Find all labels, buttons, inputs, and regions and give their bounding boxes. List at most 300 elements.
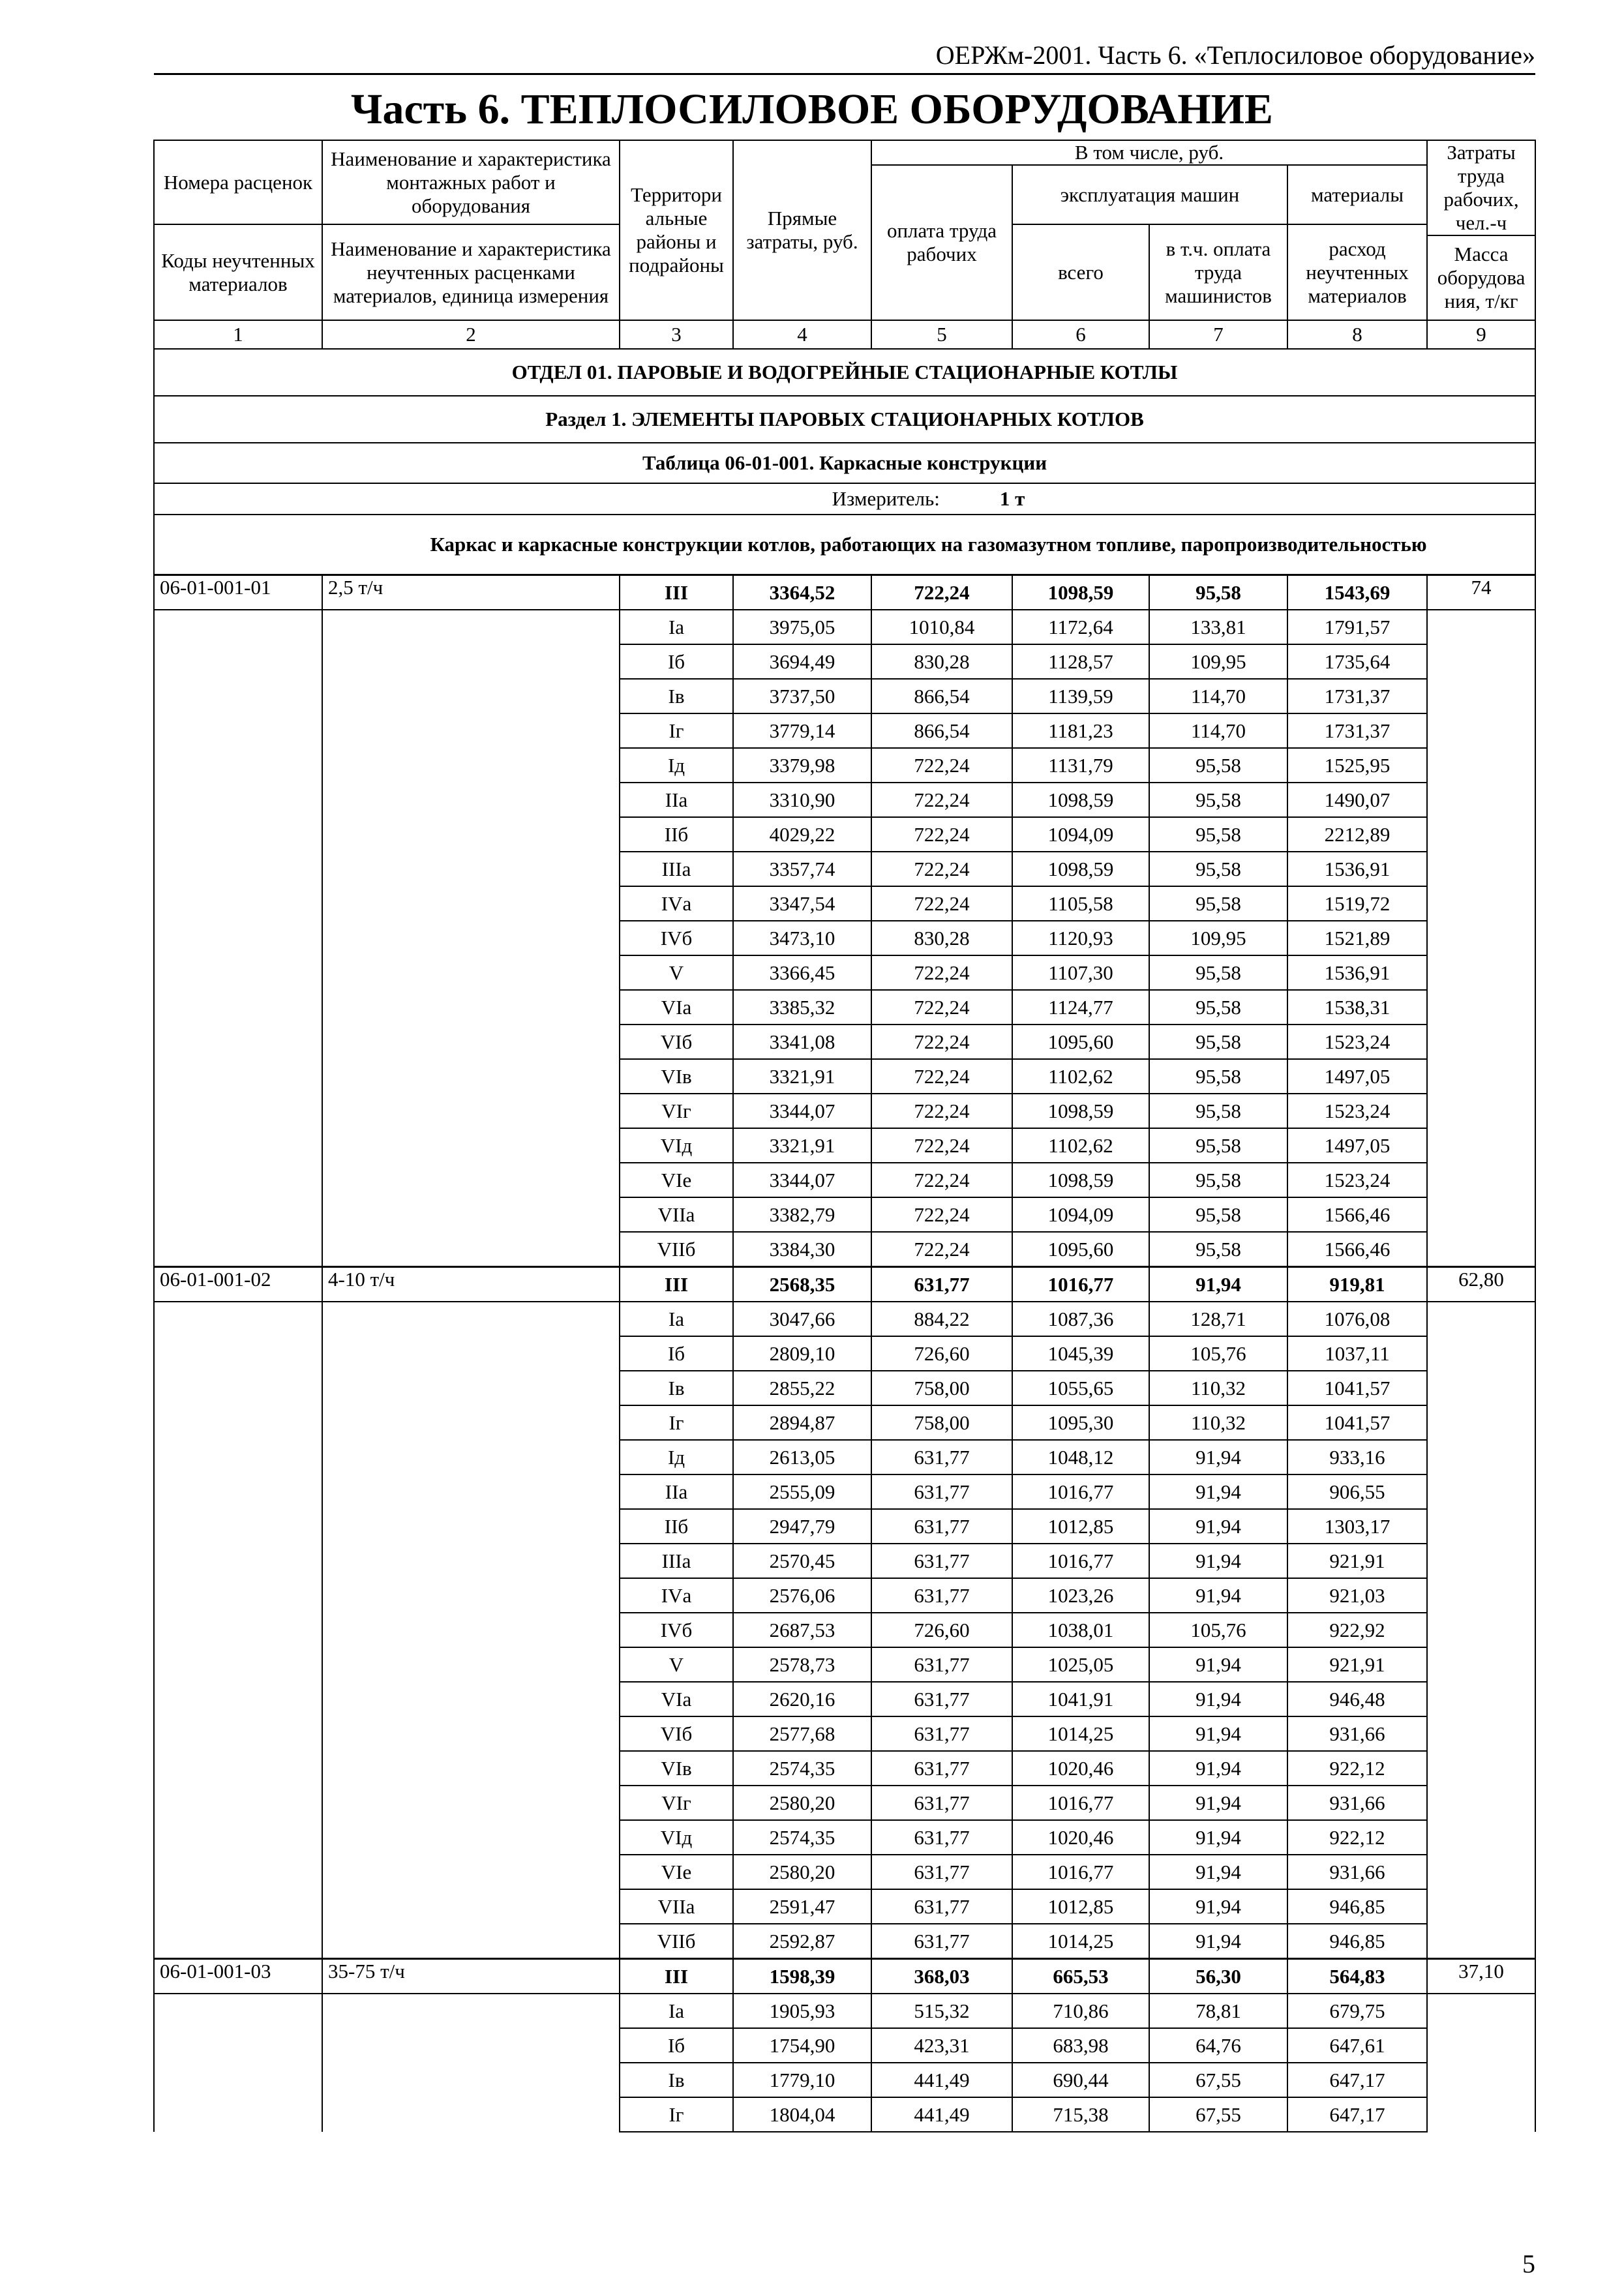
machines-total: 1105,58 bbox=[1012, 886, 1149, 921]
machinists-wage: 91,94 bbox=[1149, 1440, 1287, 1474]
labor-cost bbox=[1427, 1197, 1535, 1232]
rate-row-zone bbox=[154, 1647, 1535, 1682]
direct-costs: 3347,54 bbox=[733, 886, 871, 921]
territory-zone: VIг bbox=[620, 1094, 733, 1128]
header-mass: Масса оборудова ния, т/кг bbox=[1427, 235, 1535, 320]
worker-wage: 722,24 bbox=[871, 1197, 1012, 1232]
rate-name bbox=[322, 1336, 620, 1371]
rate-name: 4-10 т/ч bbox=[322, 1267, 620, 1302]
worker-wage: 631,77 bbox=[871, 1578, 1012, 1613]
materials-use: 1521,89 bbox=[1287, 921, 1427, 955]
table-description: Каркас и каркасные конструкции котлов, работающих на газомазутном топливе, паропроизводительностью bbox=[322, 515, 1535, 575]
labor-cost bbox=[1427, 1889, 1535, 1924]
labor-cost bbox=[1427, 817, 1535, 852]
part-title: Часть 6. ТЕПЛОСИЛОВОЕ ОБОРУДОВАНИЕ bbox=[351, 85, 1273, 133]
rate-name bbox=[322, 1820, 620, 1855]
rate-row-zone bbox=[154, 1128, 1535, 1163]
worker-wage: 1010,84 bbox=[871, 610, 1012, 644]
worker-wage: 368,03 bbox=[871, 1959, 1012, 1994]
table-title: Таблица 06-01-001. Каркасные конструкции bbox=[154, 443, 1535, 483]
direct-costs: 2809,10 bbox=[733, 1336, 871, 1371]
labor-cost bbox=[1427, 1751, 1535, 1786]
materials-use: 1041,57 bbox=[1287, 1371, 1427, 1405]
machinists-wage: 91,94 bbox=[1149, 1544, 1287, 1578]
labor-cost bbox=[1427, 1059, 1535, 1094]
territory-zone: IVа bbox=[620, 1578, 733, 1613]
machinists-wage: 95,58 bbox=[1149, 990, 1287, 1025]
machines-total: 1048,12 bbox=[1012, 1440, 1149, 1474]
materials-use: 946,85 bbox=[1287, 1924, 1427, 1959]
worker-wage: 722,24 bbox=[871, 575, 1012, 610]
machinists-wage: 109,95 bbox=[1149, 921, 1287, 955]
direct-costs: 1905,93 bbox=[733, 1994, 871, 2028]
rate-row-zone bbox=[154, 1474, 1535, 1509]
direct-costs: 2576,06 bbox=[733, 1578, 871, 1613]
machinists-wage: 95,58 bbox=[1149, 886, 1287, 921]
machines-total: 1012,85 bbox=[1012, 1509, 1149, 1544]
machines-total: 1098,59 bbox=[1012, 852, 1149, 886]
direct-costs: 1804,04 bbox=[733, 2097, 871, 2132]
direct-costs: 1779,10 bbox=[733, 2063, 871, 2097]
labor-cost bbox=[1427, 1786, 1535, 1820]
direct-costs: 3384,30 bbox=[733, 1232, 871, 1267]
machines-total: 1128,57 bbox=[1012, 644, 1149, 679]
machinists-wage: 67,55 bbox=[1149, 2097, 1287, 2132]
territory-zone: VIг bbox=[620, 1786, 733, 1820]
materials-use: 1519,72 bbox=[1287, 886, 1427, 921]
machinists-wage: 95,58 bbox=[1149, 852, 1287, 886]
direct-costs: 2947,79 bbox=[733, 1509, 871, 1544]
labor-cost bbox=[1427, 1647, 1535, 1682]
materials-use: 1791,57 bbox=[1287, 610, 1427, 644]
direct-costs: 4029,22 bbox=[733, 817, 871, 852]
rate-code bbox=[154, 783, 322, 817]
direct-costs: 3975,05 bbox=[733, 610, 871, 644]
machines-total: 710,86 bbox=[1012, 1994, 1149, 2028]
materials-use: 1523,24 bbox=[1287, 1094, 1427, 1128]
rate-name bbox=[322, 1197, 620, 1232]
rate-name bbox=[322, 1613, 620, 1647]
territory-zone: Iг bbox=[620, 713, 733, 748]
worker-wage: 631,77 bbox=[871, 1647, 1012, 1682]
column-number: 6 bbox=[1012, 320, 1149, 349]
territory-zone: VIб bbox=[620, 1716, 733, 1751]
machinists-wage: 114,70 bbox=[1149, 713, 1287, 748]
materials-use: 1523,24 bbox=[1287, 1163, 1427, 1197]
rate-name bbox=[322, 990, 620, 1025]
rate-code bbox=[154, 1682, 322, 1716]
direct-costs: 1754,90 bbox=[733, 2028, 871, 2063]
rate-row-zone bbox=[154, 1509, 1535, 1544]
header-machinists-wage: в т.ч. оплата труда машинистов bbox=[1149, 224, 1287, 320]
machinists-wage: 95,58 bbox=[1149, 748, 1287, 783]
machinists-wage: 91,94 bbox=[1149, 1889, 1287, 1924]
rate-row-zone bbox=[154, 886, 1535, 921]
rate-row-zone bbox=[154, 817, 1535, 852]
rate-code bbox=[154, 1786, 322, 1820]
worker-wage: 631,77 bbox=[871, 1440, 1012, 1474]
materials-use: 906,55 bbox=[1287, 1474, 1427, 1509]
column-number: 4 bbox=[733, 320, 871, 349]
materials-use: 921,91 bbox=[1287, 1647, 1427, 1682]
machinists-wage: 91,94 bbox=[1149, 1924, 1287, 1959]
worker-wage: 722,24 bbox=[871, 990, 1012, 1025]
rate-code bbox=[154, 679, 322, 713]
materials-use: 1735,64 bbox=[1287, 644, 1427, 679]
materials-use: 1543,69 bbox=[1287, 575, 1427, 610]
machines-total: 1014,25 bbox=[1012, 1716, 1149, 1751]
territory-zone: Iа bbox=[620, 1302, 733, 1336]
labor-cost bbox=[1427, 921, 1535, 955]
direct-costs: 3737,50 bbox=[733, 679, 871, 713]
worker-wage: 722,24 bbox=[871, 1128, 1012, 1163]
rate-name bbox=[322, 886, 620, 921]
territory-zone: VIа bbox=[620, 990, 733, 1025]
rate-row-zone bbox=[154, 1302, 1535, 1336]
worker-wage: 722,24 bbox=[871, 1094, 1012, 1128]
materials-use: 1731,37 bbox=[1287, 713, 1427, 748]
territory-zone: VIд bbox=[620, 1820, 733, 1855]
materials-use: 919,81 bbox=[1287, 1267, 1427, 1302]
rate-name bbox=[322, 1474, 620, 1509]
rate-row-zone bbox=[154, 2097, 1535, 2132]
labor-cost bbox=[1427, 1994, 1535, 2028]
worker-wage: 631,77 bbox=[871, 1267, 1012, 1302]
header-materials: материалы bbox=[1287, 165, 1427, 224]
machinists-wage: 105,76 bbox=[1149, 1613, 1287, 1647]
territory-zone: VIд bbox=[620, 1128, 733, 1163]
machines-total: 1016,77 bbox=[1012, 1474, 1149, 1509]
materials-use: 564,83 bbox=[1287, 1959, 1427, 1994]
rate-name bbox=[322, 713, 620, 748]
rate-code: 06-01-001-02 bbox=[154, 1267, 322, 1302]
rate-row-zone bbox=[154, 713, 1535, 748]
labor-cost bbox=[1427, 2097, 1535, 2132]
rates-table bbox=[153, 140, 1536, 2132]
worker-wage: 722,24 bbox=[871, 1232, 1012, 1267]
territory-zone: VIв bbox=[620, 1059, 733, 1094]
direct-costs: 3321,91 bbox=[733, 1128, 871, 1163]
worker-wage: 423,31 bbox=[871, 2028, 1012, 2063]
rate-code bbox=[154, 2028, 322, 2063]
column-number: 8 bbox=[1287, 320, 1427, 349]
labor-cost bbox=[1427, 852, 1535, 886]
rate-name bbox=[322, 2097, 620, 2132]
rate-name bbox=[322, 783, 620, 817]
materials-use: 931,66 bbox=[1287, 1786, 1427, 1820]
materials-use: 931,66 bbox=[1287, 1716, 1427, 1751]
machines-total: 690,44 bbox=[1012, 2063, 1149, 2097]
rate-name bbox=[322, 1855, 620, 1889]
rate-name bbox=[322, 1094, 620, 1128]
department-heading: ОТДЕЛ 01. ПАРОВЫЕ И ВОДОГРЕЙНЫЕ СТАЦИОНАРНЫЕ КОТЛЫ bbox=[154, 349, 1535, 396]
rate-row-zone bbox=[154, 1059, 1535, 1094]
machinists-wage: 91,94 bbox=[1149, 1716, 1287, 1751]
labor-cost bbox=[1427, 1302, 1535, 1336]
materials-use: 922,12 bbox=[1287, 1751, 1427, 1786]
rate-row-main bbox=[154, 1959, 1535, 1994]
rate-name bbox=[322, 644, 620, 679]
header-wage: оплата труда рабочих bbox=[871, 165, 1012, 320]
machinists-wage: 95,58 bbox=[1149, 1094, 1287, 1128]
worker-wage: 830,28 bbox=[871, 921, 1012, 955]
territory-zone: III bbox=[620, 1267, 733, 1302]
machinists-wage: 95,58 bbox=[1149, 575, 1287, 610]
column-number: 7 bbox=[1149, 320, 1287, 349]
territory-zone: VIIб bbox=[620, 1232, 733, 1267]
rate-name bbox=[322, 1232, 620, 1267]
direct-costs: 2570,45 bbox=[733, 1544, 871, 1578]
machines-total: 1087,36 bbox=[1012, 1302, 1149, 1336]
direct-costs: 3382,79 bbox=[733, 1197, 871, 1232]
rate-row-zone bbox=[154, 1094, 1535, 1128]
rate-code bbox=[154, 852, 322, 886]
direct-costs: 3344,07 bbox=[733, 1094, 871, 1128]
rate-row-zone bbox=[154, 1716, 1535, 1751]
rate-name bbox=[322, 1405, 620, 1440]
header-machines: эксплуатация машин bbox=[1012, 165, 1287, 224]
direct-costs: 3379,98 bbox=[733, 748, 871, 783]
rate-name bbox=[322, 1716, 620, 1751]
rate-name bbox=[322, 817, 620, 852]
machinists-wage: 56,30 bbox=[1149, 1959, 1287, 1994]
machinists-wage: 95,58 bbox=[1149, 1059, 1287, 1094]
rate-code bbox=[154, 1405, 322, 1440]
worker-wage: 722,24 bbox=[871, 783, 1012, 817]
worker-wage: 631,77 bbox=[871, 1682, 1012, 1716]
direct-costs: 3321,91 bbox=[733, 1059, 871, 1094]
territory-zone: IIIа bbox=[620, 852, 733, 886]
rate-name bbox=[322, 1786, 620, 1820]
machinists-wage: 105,76 bbox=[1149, 1336, 1287, 1371]
machinists-wage: 114,70 bbox=[1149, 679, 1287, 713]
direct-costs: 2578,73 bbox=[733, 1647, 871, 1682]
rate-row-zone bbox=[154, 1371, 1535, 1405]
rate-row-zone bbox=[154, 1163, 1535, 1197]
labor-cost bbox=[1427, 1924, 1535, 1959]
direct-costs: 2855,22 bbox=[733, 1371, 871, 1405]
rate-code bbox=[154, 1163, 322, 1197]
rate-row-zone bbox=[154, 2063, 1535, 2097]
machines-total: 1016,77 bbox=[1012, 1786, 1149, 1820]
materials-use: 2212,89 bbox=[1287, 817, 1427, 852]
territory-zone: VIе bbox=[620, 1163, 733, 1197]
territory-zone: IIа bbox=[620, 783, 733, 817]
machinists-wage: 110,32 bbox=[1149, 1405, 1287, 1440]
rate-name bbox=[322, 1371, 620, 1405]
description-spacer bbox=[154, 515, 322, 575]
labor-cost bbox=[1427, 1613, 1535, 1647]
rate-name bbox=[322, 1025, 620, 1059]
machines-total: 1098,59 bbox=[1012, 1094, 1149, 1128]
machinists-wage: 91,94 bbox=[1149, 1474, 1287, 1509]
rate-row-zone bbox=[154, 1682, 1535, 1716]
machinists-wage: 64,76 bbox=[1149, 2028, 1287, 2063]
rate-row-zone bbox=[154, 921, 1535, 955]
territory-zone: Iб bbox=[620, 2028, 733, 2063]
rate-row-zone bbox=[154, 1855, 1535, 1889]
rate-name bbox=[322, 1751, 620, 1786]
header-name-bottom: Наименование и характеристика неучтенных расценками материалов, единица измерения bbox=[322, 224, 620, 320]
labor-cost bbox=[1427, 1578, 1535, 1613]
machinists-wage: 91,94 bbox=[1149, 1682, 1287, 1716]
machinists-wage: 91,94 bbox=[1149, 1751, 1287, 1786]
territory-zone: IVб bbox=[620, 1613, 733, 1647]
territory-zone: Iг bbox=[620, 2097, 733, 2132]
direct-costs: 3694,49 bbox=[733, 644, 871, 679]
territory-zone: Iд bbox=[620, 1440, 733, 1474]
direct-costs: 3779,14 bbox=[733, 713, 871, 748]
header-machines-total: всего bbox=[1012, 224, 1149, 320]
worker-wage: 631,77 bbox=[871, 1820, 1012, 1855]
machinists-wage: 133,81 bbox=[1149, 610, 1287, 644]
rate-code bbox=[154, 1371, 322, 1405]
direct-costs: 1598,39 bbox=[733, 1959, 871, 1994]
territory-zone: IIб bbox=[620, 817, 733, 852]
header-code-top: Номера расценок bbox=[154, 140, 322, 224]
direct-costs: 2577,68 bbox=[733, 1716, 871, 1751]
labor-cost bbox=[1427, 1440, 1535, 1474]
worker-wage: 758,00 bbox=[871, 1371, 1012, 1405]
worker-wage: 884,22 bbox=[871, 1302, 1012, 1336]
machines-total: 1095,60 bbox=[1012, 1232, 1149, 1267]
measure-spacer bbox=[154, 483, 322, 515]
labor-cost bbox=[1427, 2028, 1535, 2063]
worker-wage: 631,77 bbox=[871, 1924, 1012, 1959]
worker-wage: 722,24 bbox=[871, 817, 1012, 852]
materials-use: 1536,91 bbox=[1287, 852, 1427, 886]
materials-use: 1497,05 bbox=[1287, 1059, 1427, 1094]
direct-costs: 2620,16 bbox=[733, 1682, 871, 1716]
materials-use: 647,17 bbox=[1287, 2063, 1427, 2097]
rate-row-zone bbox=[154, 1820, 1535, 1855]
rate-name bbox=[322, 1647, 620, 1682]
rate-code bbox=[154, 1544, 322, 1578]
machines-total: 1139,59 bbox=[1012, 679, 1149, 713]
labor-cost bbox=[1427, 1336, 1535, 1371]
machines-total: 1098,59 bbox=[1012, 1163, 1149, 1197]
direct-costs: 3473,10 bbox=[733, 921, 871, 955]
rate-name bbox=[322, 679, 620, 713]
machinists-wage: 110,32 bbox=[1149, 1371, 1287, 1405]
labor-cost bbox=[1427, 610, 1535, 644]
labor-cost bbox=[1427, 1025, 1535, 1059]
rate-name bbox=[322, 1163, 620, 1197]
direct-costs: 3341,08 bbox=[733, 1025, 871, 1059]
direct-costs: 3357,74 bbox=[733, 852, 871, 886]
materials-use: 921,03 bbox=[1287, 1578, 1427, 1613]
rate-name bbox=[322, 748, 620, 783]
machinists-wage: 91,94 bbox=[1149, 1509, 1287, 1544]
machines-total: 1102,62 bbox=[1012, 1059, 1149, 1094]
machines-total: 1016,77 bbox=[1012, 1267, 1149, 1302]
machines-total: 1172,64 bbox=[1012, 610, 1149, 644]
machinists-wage: 95,58 bbox=[1149, 1128, 1287, 1163]
worker-wage: 722,24 bbox=[871, 1025, 1012, 1059]
direct-costs: 2592,87 bbox=[733, 1924, 871, 1959]
territory-zone: Iд bbox=[620, 748, 733, 783]
worker-wage: 722,24 bbox=[871, 1163, 1012, 1197]
rate-name bbox=[322, 1128, 620, 1163]
direct-costs: 3344,07 bbox=[733, 1163, 871, 1197]
labor-cost bbox=[1427, 1509, 1535, 1544]
materials-use: 1536,91 bbox=[1287, 955, 1427, 990]
territory-zone: Iа bbox=[620, 1994, 733, 2028]
machines-total: 1094,09 bbox=[1012, 1197, 1149, 1232]
materials-use: 922,12 bbox=[1287, 1820, 1427, 1855]
rate-code bbox=[154, 955, 322, 990]
rate-code bbox=[154, 1855, 322, 1889]
machines-total: 1181,23 bbox=[1012, 713, 1149, 748]
rate-row-zone bbox=[154, 748, 1535, 783]
worker-wage: 722,24 bbox=[871, 852, 1012, 886]
direct-costs: 2574,35 bbox=[733, 1820, 871, 1855]
rate-code bbox=[154, 1647, 322, 1682]
labor-cost bbox=[1427, 1163, 1535, 1197]
direct-costs: 2568,35 bbox=[733, 1267, 871, 1302]
labor-cost bbox=[1427, 1094, 1535, 1128]
rate-code bbox=[154, 1302, 322, 1336]
rate-code bbox=[154, 1613, 322, 1647]
territory-zone: IIа bbox=[620, 1474, 733, 1509]
labor-cost bbox=[1427, 1371, 1535, 1405]
header-direct-costs: Прямые затраты, руб. bbox=[733, 140, 871, 320]
materials-use: 1525,95 bbox=[1287, 748, 1427, 783]
rate-row-zone bbox=[154, 1613, 1535, 1647]
machinists-wage: 128,71 bbox=[1149, 1302, 1287, 1336]
materials-use: 1076,08 bbox=[1287, 1302, 1427, 1336]
rate-code bbox=[154, 990, 322, 1025]
measure-label: Измеритель: bbox=[832, 487, 940, 510]
rate-row-zone bbox=[154, 610, 1535, 644]
machinists-wage: 95,58 bbox=[1149, 817, 1287, 852]
rate-row-main bbox=[154, 1267, 1535, 1302]
territory-zone: Iв bbox=[620, 2063, 733, 2097]
worker-wage: 631,77 bbox=[871, 1716, 1012, 1751]
labor-cost bbox=[1427, 1855, 1535, 1889]
worker-wage: 758,00 bbox=[871, 1405, 1012, 1440]
measure-unit bbox=[322, 483, 1535, 515]
rate-code bbox=[154, 610, 322, 644]
column-number: 3 bbox=[620, 320, 733, 349]
labor-cost bbox=[1427, 679, 1535, 713]
machines-total: 1098,59 bbox=[1012, 783, 1149, 817]
labor-cost bbox=[1427, 713, 1535, 748]
worker-wage: 631,77 bbox=[871, 1751, 1012, 1786]
machines-total: 1124,77 bbox=[1012, 990, 1149, 1025]
territory-zone: Iв bbox=[620, 679, 733, 713]
header-code-bottom: Коды неучтенных материалов bbox=[154, 224, 322, 320]
machines-total: 1023,26 bbox=[1012, 1578, 1149, 1613]
rate-row-zone bbox=[154, 644, 1535, 679]
labor-cost bbox=[1427, 644, 1535, 679]
worker-wage: 722,24 bbox=[871, 748, 1012, 783]
machines-total: 665,53 bbox=[1012, 1959, 1149, 1994]
labor-cost bbox=[1427, 1405, 1535, 1440]
territory-zone: VIIа bbox=[620, 1197, 733, 1232]
direct-costs: 2580,20 bbox=[733, 1786, 871, 1820]
rate-code bbox=[154, 1751, 322, 1786]
direct-costs: 2894,87 bbox=[733, 1405, 871, 1440]
direct-costs: 2580,20 bbox=[733, 1855, 871, 1889]
column-number: 9 bbox=[1427, 320, 1535, 349]
worker-wage: 722,24 bbox=[871, 886, 1012, 921]
materials-use: 647,17 bbox=[1287, 2097, 1427, 2132]
worker-wage: 441,49 bbox=[871, 2097, 1012, 2132]
labor-cost bbox=[1427, 2063, 1535, 2097]
materials-use: 1566,46 bbox=[1287, 1232, 1427, 1267]
materials-use: 1037,11 bbox=[1287, 1336, 1427, 1371]
